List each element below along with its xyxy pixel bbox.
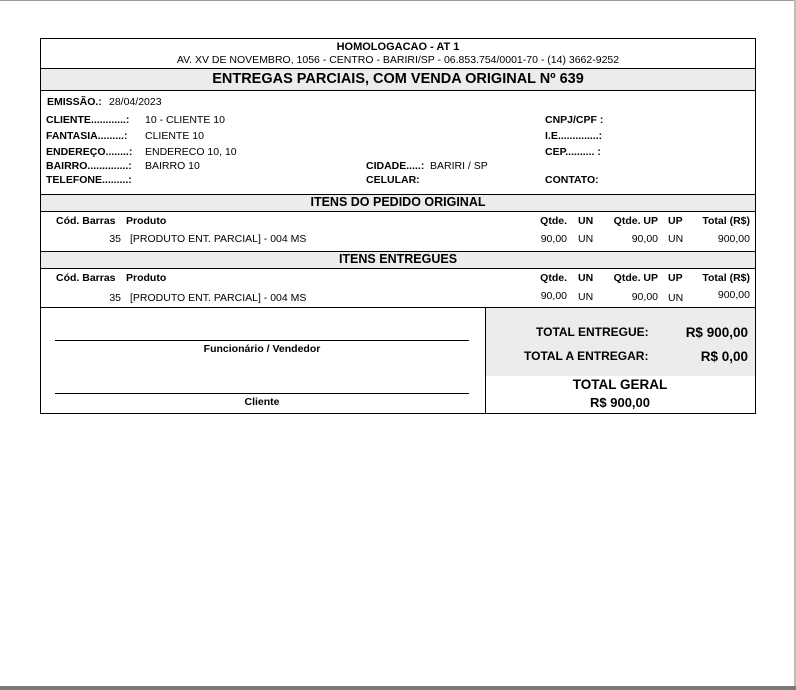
row-up: UN	[668, 233, 684, 245]
company-address: AV. XV DE NOVEMBRO, 1056 - CENTRO - BARIRI/SP - 06.853.754/0001-70 - (14) 3662-9252	[176, 54, 620, 66]
emission-label: EMISSÃO.:	[47, 96, 102, 108]
col-product: Produto	[126, 272, 167, 284]
cidade-label: CIDADE.....:	[366, 160, 425, 172]
bairro-value: BAIRRO 10	[145, 160, 200, 172]
company-name: HOMOLOGACAO - AT 1	[336, 41, 460, 53]
signature-client-label: Cliente	[244, 396, 280, 408]
cidade-value: BARIRI / SP	[430, 160, 488, 172]
col-barcode: Cód. Barras	[56, 272, 116, 284]
totals-band	[486, 308, 755, 376]
emission-date: 28/04/2023	[109, 96, 162, 108]
bairro-label: BAIRRO..............:	[46, 160, 132, 172]
col-up: UP	[668, 215, 683, 227]
original-items-title: ITENS DO PEDIDO ORIGINAL	[310, 195, 486, 209]
row-product: [PRODUTO ENT. PARCIAL] - 004 MS	[130, 292, 307, 304]
row-qty-up: 90,00	[631, 291, 658, 303]
cep-label: CEP.......... :	[545, 146, 601, 158]
divider	[41, 211, 755, 212]
celular-label: CELULAR:	[366, 174, 420, 186]
total-pending-label: TOTAL A ENTREGAR:	[524, 349, 649, 363]
col-barcode: Cód. Barras	[56, 215, 116, 227]
fantasia-label: FANTASIA.........:	[46, 130, 128, 142]
signature-employee-label: Funcionário / Vendedor	[203, 343, 321, 355]
col-product: Produto	[126, 215, 167, 227]
col-total: Total (R$)	[702, 272, 750, 284]
grand-total-value: R$ 900,00	[590, 395, 650, 410]
report-title: ENTREGAS PARCIAIS, COM VENDA ORIGINAL Nº 639	[212, 71, 584, 87]
total-delivered-label: TOTAL ENTREGUE:	[536, 325, 649, 339]
signature-line-employee	[55, 340, 469, 341]
row-un: UN	[578, 291, 594, 303]
col-qty: Qtde.	[540, 272, 567, 284]
cliente-label: CLIENTE............:	[46, 114, 130, 126]
row-total: 900,00	[717, 233, 750, 245]
col-un: UN	[578, 272, 594, 284]
window-top-edge	[0, 0, 796, 1]
report-document	[40, 38, 756, 414]
cliente-value: 10 - CLIENTE 10	[145, 114, 225, 126]
telefone-label: TELEFONE.........:	[46, 174, 132, 186]
total-pending-value: R$ 0,00	[700, 349, 748, 364]
contato-label: CONTATO:	[545, 174, 599, 186]
row-qty: 90,00	[540, 290, 567, 302]
row-un: UN	[578, 233, 594, 245]
fantasia-value: CLIENTE 10	[145, 130, 204, 142]
col-up: UP	[668, 272, 683, 284]
window-bottom-edge	[0, 686, 796, 690]
delivered-items-title: ITENS ENTREGUES	[338, 252, 458, 266]
endereco-label: ENDEREÇO........:	[46, 146, 133, 158]
signature-line-client	[55, 393, 469, 394]
row-code: 35	[109, 292, 121, 304]
col-total: Total (R$)	[702, 215, 750, 227]
grand-total-label: TOTAL GERAL	[572, 377, 668, 392]
cnpj-label: CNPJ/CPF :	[545, 114, 604, 126]
divider	[41, 268, 755, 269]
ie-label: I.E..............:	[545, 130, 603, 142]
total-delivered-value: R$ 900,00	[685, 325, 748, 340]
row-total: 900,00	[717, 289, 750, 301]
col-qty-up: Qtde. UP	[613, 272, 658, 284]
divider	[41, 90, 755, 91]
row-code: 35	[109, 233, 121, 245]
col-un: UN	[578, 215, 594, 227]
row-qty: 90,00	[540, 233, 567, 245]
row-product: [PRODUTO ENT. PARCIAL] - 004 MS	[130, 233, 307, 245]
endereco-value: ENDERECO 10, 10	[145, 146, 237, 158]
col-qty-up: Qtde. UP	[613, 215, 658, 227]
row-up: UN	[668, 292, 684, 304]
row-qty-up: 90,00	[631, 233, 658, 245]
col-qty: Qtde.	[540, 215, 567, 227]
